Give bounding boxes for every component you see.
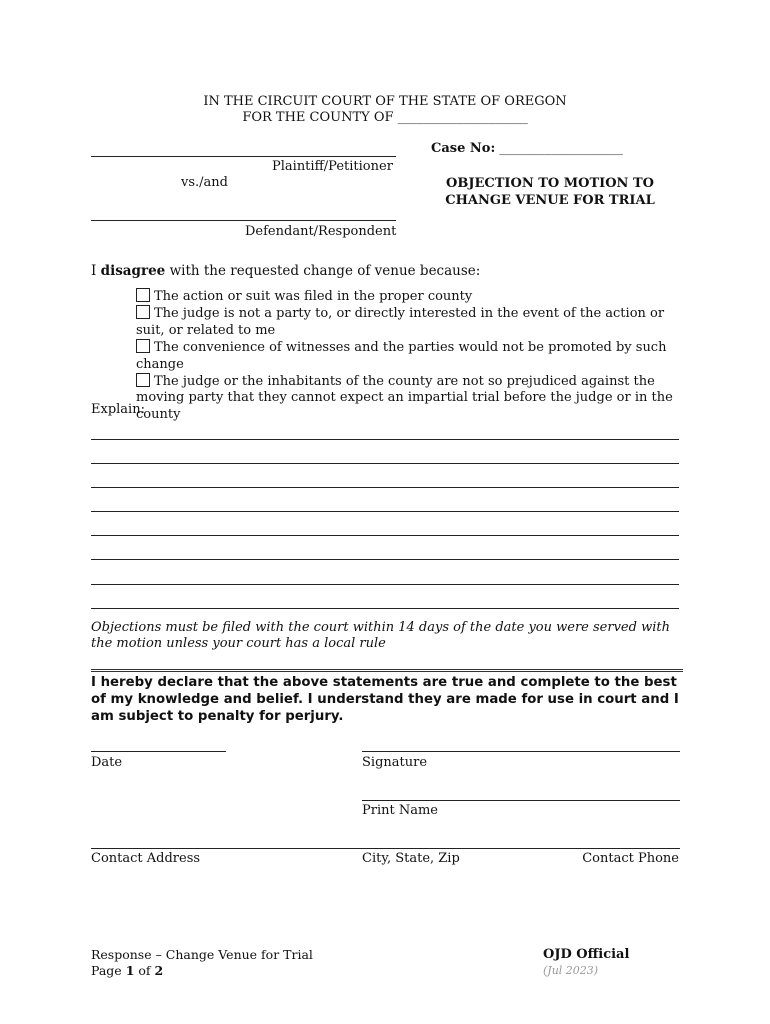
reason-text: The judge is not a party to, or directly interested in the event of the action or suit, or related to me	[136, 306, 665, 338]
reason-checkbox[interactable]	[136, 373, 150, 387]
explain-label: Explain:	[91, 402, 145, 417]
explain-line[interactable]	[91, 511, 679, 512]
county-field[interactable]: ____________________	[397, 110, 528, 125]
footer-right	[543, 947, 629, 979]
signature-field[interactable]	[362, 751, 680, 752]
page-prefix: Page	[91, 963, 126, 978]
form-title-line2: CHANGE VENUE FOR TRIAL	[445, 193, 655, 208]
print-name-label: Print Name	[362, 803, 438, 818]
vs-label: vs./and	[181, 175, 228, 190]
contact-phone-label: Contact Phone	[582, 851, 679, 866]
disagree-emphasis: disagree	[100, 263, 166, 279]
date-field[interactable]	[91, 751, 226, 752]
city-state-zip-label: City, State, Zip	[362, 851, 460, 866]
page-current: 1	[125, 963, 135, 978]
signature-label: Signature	[362, 755, 428, 770]
county-label: FOR THE COUNTY OF	[242, 110, 394, 125]
court-name-line: IN THE CIRCUIT COURT OF THE STATE OF OREGON	[203, 94, 567, 109]
reason-item	[136, 373, 676, 423]
reason-item	[136, 288, 676, 305]
reason-text: The action or suit was filed in the proper county	[154, 289, 473, 304]
court-header	[0, 94, 770, 126]
reason-text: The judge or the inhabitants of the county are not so prejudiced against the moving party that they cannot expect an impartial trial before the judge or in the county	[136, 374, 673, 422]
reasons-list	[136, 288, 676, 423]
ojd-official-label: OJD Official	[543, 947, 630, 962]
disagree-statement	[91, 263, 480, 279]
footer-left	[91, 947, 313, 979]
declaration-text: I hereby declare that the above statements are true and complete to the best of my knowledge and belief. I understand they are made for use in court and I am subject to penalty for perjury.	[91, 675, 679, 724]
footer-form-name: Response – Change Venue for Trial	[91, 947, 313, 962]
form-title-line1: OBJECTION TO MOTION TO	[446, 176, 654, 191]
explain-line[interactable]	[91, 608, 679, 609]
plaintiff-name-field[interactable]	[91, 156, 396, 157]
disagree-prefix: I	[91, 263, 101, 279]
revision-date: (Jul 2023)	[543, 964, 599, 977]
page-of: of	[134, 963, 155, 978]
case-number	[431, 141, 623, 156]
print-name-field[interactable]	[362, 800, 680, 801]
declaration-divider	[91, 669, 683, 672]
explain-line[interactable]	[91, 487, 679, 488]
explain-line[interactable]	[91, 559, 679, 560]
reason-checkbox[interactable]	[136, 339, 150, 353]
disagree-suffix: with the requested change of venue because:	[165, 263, 481, 279]
reason-text: The convenience of witnesses and the parties would not be promoted by such change	[136, 340, 667, 372]
contact-address-label: Contact Address	[91, 851, 201, 866]
reason-item	[136, 339, 676, 373]
county-line	[0, 110, 770, 126]
explain-line[interactable]	[91, 439, 679, 440]
reason-item	[136, 305, 676, 339]
case-number-label: Case No:	[431, 141, 496, 156]
page-number	[91, 963, 313, 979]
filing-deadline-notice: Objections must be filed with the court within 14 days of the date you were served with the motion unless your court has a local rule	[91, 620, 670, 651]
form-title	[420, 175, 680, 209]
case-number-field[interactable]: ___________________	[499, 141, 623, 156]
reason-checkbox[interactable]	[136, 305, 150, 319]
contact-info-field[interactable]	[91, 848, 680, 849]
defendant-name-field[interactable]	[91, 220, 396, 221]
explain-line[interactable]	[91, 535, 679, 536]
date-label: Date	[91, 755, 123, 770]
plaintiff-label: Plaintiff/Petitioner	[272, 159, 393, 174]
reason-checkbox[interactable]	[136, 288, 150, 302]
page-total: 2	[154, 963, 164, 978]
defendant-label: Defendant/Respondent	[245, 224, 397, 239]
explain-line[interactable]	[91, 584, 679, 585]
explain-line[interactable]	[91, 463, 679, 464]
